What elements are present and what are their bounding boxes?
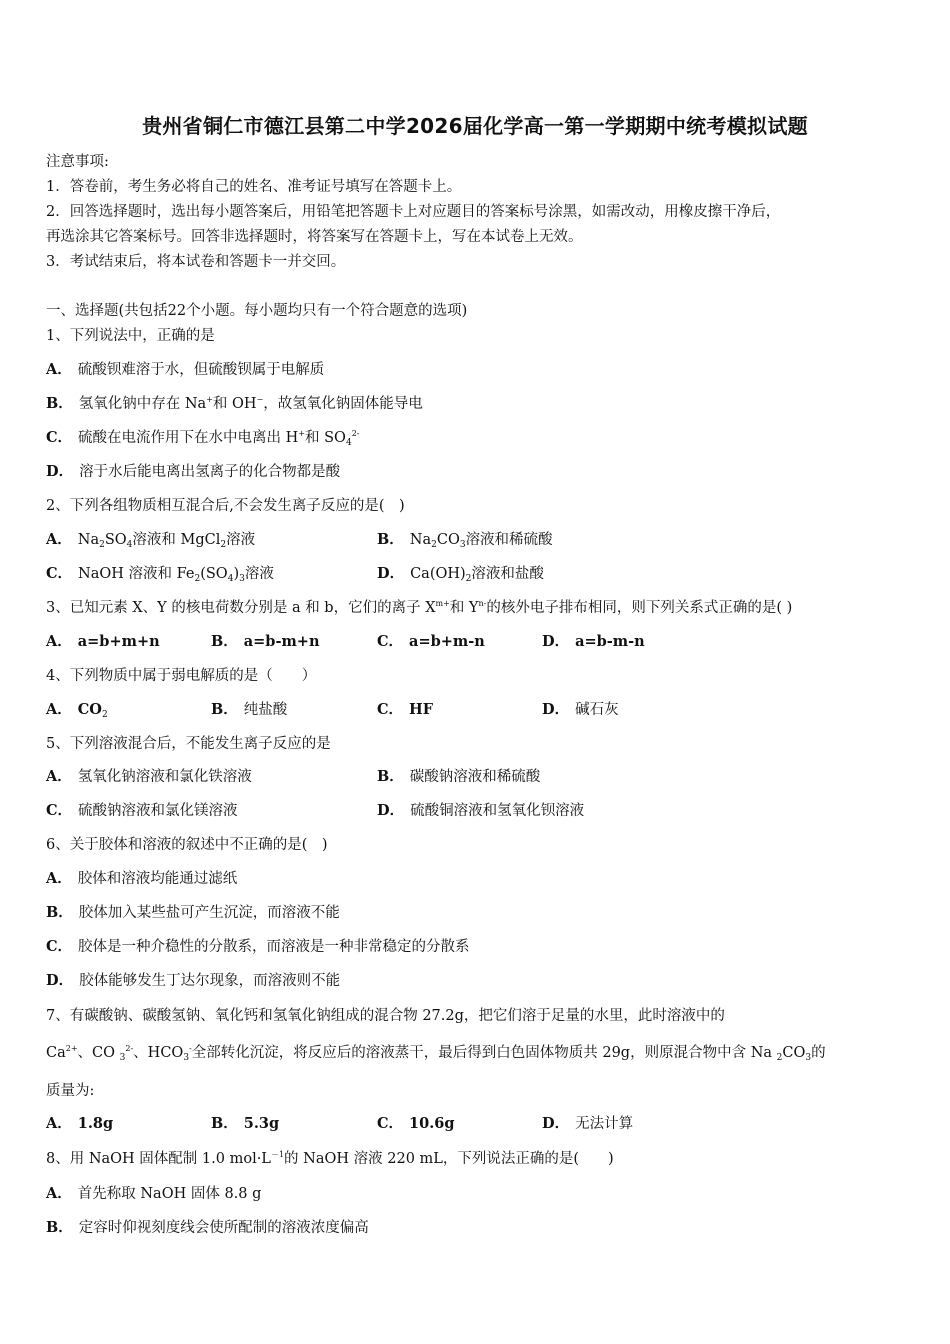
option-text: 溶液和 MgCl [132,532,221,548]
option-label: B． [46,395,73,412]
subscript: 2 [101,710,108,720]
option-label: A． [46,870,72,887]
q5-option-d [377,801,584,821]
q1-option-d [46,462,910,482]
subscript: 3 [459,540,466,550]
stem-text: CO [782,1045,806,1061]
option-text: 溶液 [244,566,274,582]
option-label: B． [211,1115,238,1132]
option-label: B． [377,531,404,548]
stem-text: 的核外电子排布相同，则下列关系式正确的是( ) [486,600,793,616]
option-label: A． [46,361,72,378]
subscript: 2 [99,540,105,550]
option-label: C． [377,1115,404,1132]
superscript: n- [478,599,487,608]
q1-option-c [46,428,910,448]
subscript: 2 [431,540,437,550]
q3-option-b [211,632,320,652]
q5-option-a [46,767,252,787]
superscript: − [256,395,264,404]
option-label: D． [377,565,405,582]
notice-item-3: 3．考试结束后，将本试卷和答题卡一并交回。 [46,254,346,270]
superscript: 2+ [65,1044,78,1053]
stem-text: 、HCO [133,1045,184,1061]
subscript: 4 [227,574,234,584]
option-label: C． [46,429,73,446]
option-label: D． [542,633,570,650]
option-text: 胶体加入某些盐可产生沉淀，而溶液不能 [78,905,340,921]
question-2-stem: 2、下列各组物质相互混合后,不会发生离子反应的是( ) [46,498,405,514]
notice-item-2-cont: 再选涂其它答案标号。回答非选择题时，将答案写在答题卡上，写在本试卷上无效。 [46,229,583,245]
superscript: －1 [270,1150,285,1159]
notice-item-2: 2．回答选择题时，选出每小题答案后，用铅笔把答题卡上对应题目的答案标号涂黑，如需改动，用橡皮擦干净后， [46,204,781,220]
option-text: 和 OH [212,396,257,412]
question-3-stem [46,598,910,618]
q7-option-b [211,1114,279,1134]
q3-option-a [46,632,160,652]
option-text: Na [77,532,100,548]
q3-option-d [542,632,645,652]
option-text: 碱石灰 [575,702,619,718]
option-text: 硫酸铜溶液和氢氧化钡溶液 [410,803,585,819]
q2-option-c [46,564,274,584]
stem-text: 8、用 NaOH 固体配制 1.0 mol·L [46,1151,271,1167]
option-text: 1.8g [77,1115,114,1132]
q7-option-c [377,1114,455,1134]
section-heading: 一、选择题(共包括22个小题。每小题均只有一个符合题意的选项) [46,303,468,319]
superscript: + [206,395,213,404]
question-1-stem: 1、下列说法中，正确的是 [46,328,215,344]
option-text: 和 SO [305,430,346,446]
superscript: 2- [351,429,360,438]
option-label: D． [46,972,74,989]
q5-option-c [46,801,238,821]
q2-option-a [46,530,255,550]
subscript: 2 [220,540,227,550]
option-text: Na [409,532,432,548]
question-6-stem: 6、关于胶体和溶液的叙述中不正确的是( ) [46,837,328,853]
option-text: 氢氧化钠中存在 Na [78,396,207,412]
q6-option-c [46,937,910,957]
option-text: a=b-m-n [575,633,645,650]
stem-text: 的 [811,1045,826,1061]
option-label: A． [46,1185,72,1202]
subscript: 2 [465,574,472,584]
option-label: A． [46,1115,72,1132]
notice-heading: 注意事项: [46,154,109,170]
option-text: 硫酸钠溶液和氯化镁溶液 [78,803,238,819]
option-text: 胶体和溶液均能通过滤纸 [77,871,238,887]
option-label: A． [46,531,72,548]
subscript: 2 [194,574,201,584]
q2-option-d [377,564,544,584]
option-text: a=b-m+n [243,633,320,650]
option-text: 纯盐酸 [243,702,288,718]
q4-option-c [377,700,433,720]
subscript: 3 [805,1053,812,1063]
option-label: A． [46,633,72,650]
q5-option-b [377,767,540,787]
option-text: 溶液 [226,532,256,548]
stem-text: Ca [46,1045,66,1061]
option-text: HF [409,701,434,718]
option-label: C． [46,802,73,819]
question-7-stem-line2 [46,1043,910,1063]
stem-text: 全部转化沉淀，将反应后的溶液蒸干，最后得到白色固体物质共 29g，则原混合物中含 Na [191,1045,777,1061]
subscript: 4 [345,438,352,448]
option-text: (SO [200,566,228,582]
option-label: C． [377,633,404,650]
option-text: 胶体是一种介稳性的分散系，而溶液是一种非常稳定的分散系 [78,939,470,955]
option-label: D． [46,463,74,480]
option-text: 10.6g [409,1115,455,1132]
question-7-stem-line3: 质量为: [46,1083,95,1099]
option-label: B． [46,904,73,921]
q4-option-d [542,700,619,720]
q3-option-c [377,632,485,652]
q1-option-a [46,360,910,380]
q1-option-b [46,394,910,414]
q4-option-a [46,700,108,720]
q7-option-d [542,1114,633,1134]
q2-option-b [377,530,553,550]
option-label: B． [377,768,404,785]
option-label: A． [46,768,72,785]
stem-text: 和 Y [449,600,479,616]
q6-option-d [46,971,910,991]
option-text: ，故氢氧化钠固体能导电 [263,396,423,412]
option-text: 胶体能够发生丁达尔现象，而溶液则不能 [79,973,341,989]
q8-option-a [46,1184,910,1204]
option-label: C． [46,938,73,955]
option-text: 氢氧化钠溶液和氯化铁溶液 [77,769,252,785]
option-text: 5.3g [243,1115,280,1132]
option-text: SO [104,532,127,548]
option-text: Ca(OH) [410,566,466,582]
q7-option-a [46,1114,113,1134]
option-text: NaOH 溶液和 Fe [78,566,195,582]
superscript: 2- [125,1044,134,1053]
option-text: 溶液和稀硫酸 [465,532,553,548]
question-4-stem: 4、下列物质中属于弱电解质的是（ ） [46,668,317,684]
option-label: D． [377,802,405,819]
subscript: 3 [239,574,245,584]
option-label: B． [211,633,238,650]
q8-option-b [46,1218,910,1238]
q6-option-b [46,903,910,923]
subscript: 3 [119,1053,126,1063]
option-text: 溶液和盐酸 [471,566,544,582]
question-5-stem: 5、下列溶液混合后，不能发生离子反应的是 [46,736,331,752]
subscript: 3 [183,1053,190,1063]
option-text: a=b+m+n [77,633,160,650]
notice-item-1: 1．答卷前，考生务必将自己的姓名、准考证号填写在答题卡上。 [46,179,462,195]
stem-text: 3、已知元素 X、Y 的核电荷数分别是 a 和 b，它们的离子 X [46,600,436,616]
option-label: C． [377,701,404,718]
question-8-stem [46,1149,910,1169]
option-text: 硫酸钡难溶于水，但硫酸钡属于电解质 [77,362,325,378]
option-text: CO [436,532,460,548]
subscript: 2 [776,1053,783,1063]
q6-option-a [46,869,910,889]
question-7-stem: 7、有碳酸钠、碳酸氢钠、氧化钙和氢氧化钠组成的混合物 27.2g，把它们溶于足量的水里，此时溶液中的 [46,1008,725,1024]
stem-text: 、CO [77,1045,120,1061]
option-text: ) [233,566,240,582]
option-label: D． [542,1115,570,1132]
superscript: - [189,1044,192,1053]
superscript: + [298,429,306,438]
option-text: 溶于水后能电离出氢离子的化合物都是酸 [79,464,341,480]
option-text: 碳酸钠溶液和稀硫酸 [409,769,541,785]
subscript: 4 [126,540,133,550]
q4-option-b [211,700,287,720]
option-label: C． [46,565,73,582]
option-label: B． [211,701,238,718]
exam-title: 贵州省铜仁市德江县第二中学2026届化学高一第一学期期中统考模拟试题 [142,114,808,138]
option-text: a=b+m-n [409,633,485,650]
option-text: 硫酸在电流作用下在水中电离出 H [78,430,299,446]
option-text: 首先称取 NaOH 固体 8.8 g [77,1186,262,1202]
option-label: D． [542,701,570,718]
option-text: CO [77,701,102,718]
option-label: B． [46,1219,73,1236]
option-text: 无法计算 [575,1116,634,1132]
superscript: m+ [435,599,450,608]
stem-text: 的 NaOH 溶液 220 mL，下列说法正确的是( ) [284,1151,614,1167]
option-text: 定容时仰视刻度线会使所配制的溶液浓度偏高 [78,1220,369,1236]
option-label: A． [46,701,72,718]
